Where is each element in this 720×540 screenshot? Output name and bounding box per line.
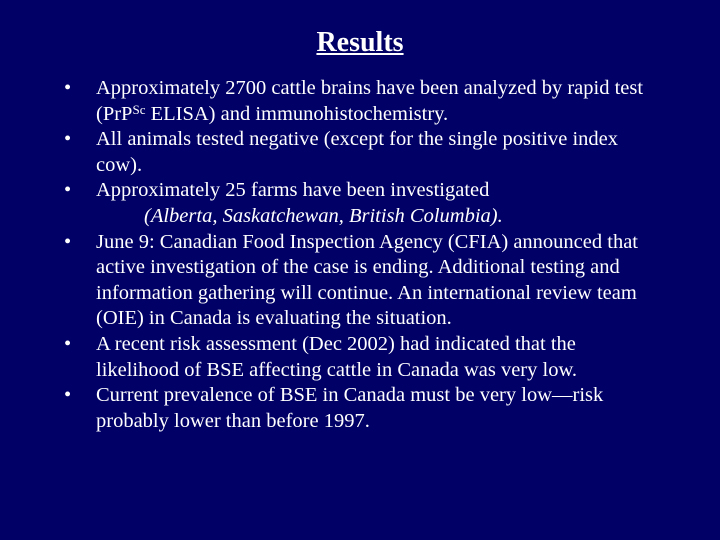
slide-title: Results <box>316 27 404 58</box>
bullet-text-part: ELISA) and immunohistochemistry. <box>145 102 449 125</box>
bullet-icon: • <box>64 332 72 355</box>
bullet-text: All animals tested negative (except for the single positive index cow). <box>96 128 619 176</box>
bullet-list <box>64 76 664 434</box>
bullet-icon: • <box>64 77 72 99</box>
bullet-icon: • <box>64 179 72 202</box>
superscript-sc: Sc <box>132 101 146 117</box>
bullet-text: June 9: Canadian Food Inspection Agency (CFIA) announced that active investigation of the case is ending. Additional testing and information gathering will continue. An international review team (OIE) in Canada is evaluating the situation. <box>96 230 638 330</box>
bullet-text: Current prevalence of BSE in Canada must be very low—risk probably lower than before 1997. <box>96 384 604 432</box>
bullet-item-prevalence <box>64 383 664 434</box>
bullet-icon: • <box>64 128 72 151</box>
bullet-text: Approximately 25 farms have been investigated <box>96 179 490 202</box>
bullet-item-tested-negative <box>64 127 664 178</box>
bullet-text: A recent risk assessment (Dec 2002) had indicated that the likelihood of BSE affecting cattle in Canada was very low. <box>96 332 578 381</box>
bullet-item-farms <box>64 178 664 229</box>
bullet-text <box>96 77 643 125</box>
bullet-item-cfia <box>64 230 664 332</box>
bullet-icon: • <box>64 384 72 407</box>
bullet-text-part: Approximately 2700 cattle brains have been analyzed by rapid test (PrP <box>96 77 644 125</box>
bullet-subtext-provinces: (Alberta, Saskatchewan, British Columbia). <box>144 204 503 227</box>
bullet-item-risk-assessment <box>64 332 664 383</box>
bullet-item-cattle-brains <box>64 76 664 127</box>
bullet-icon: • <box>64 230 72 253</box>
